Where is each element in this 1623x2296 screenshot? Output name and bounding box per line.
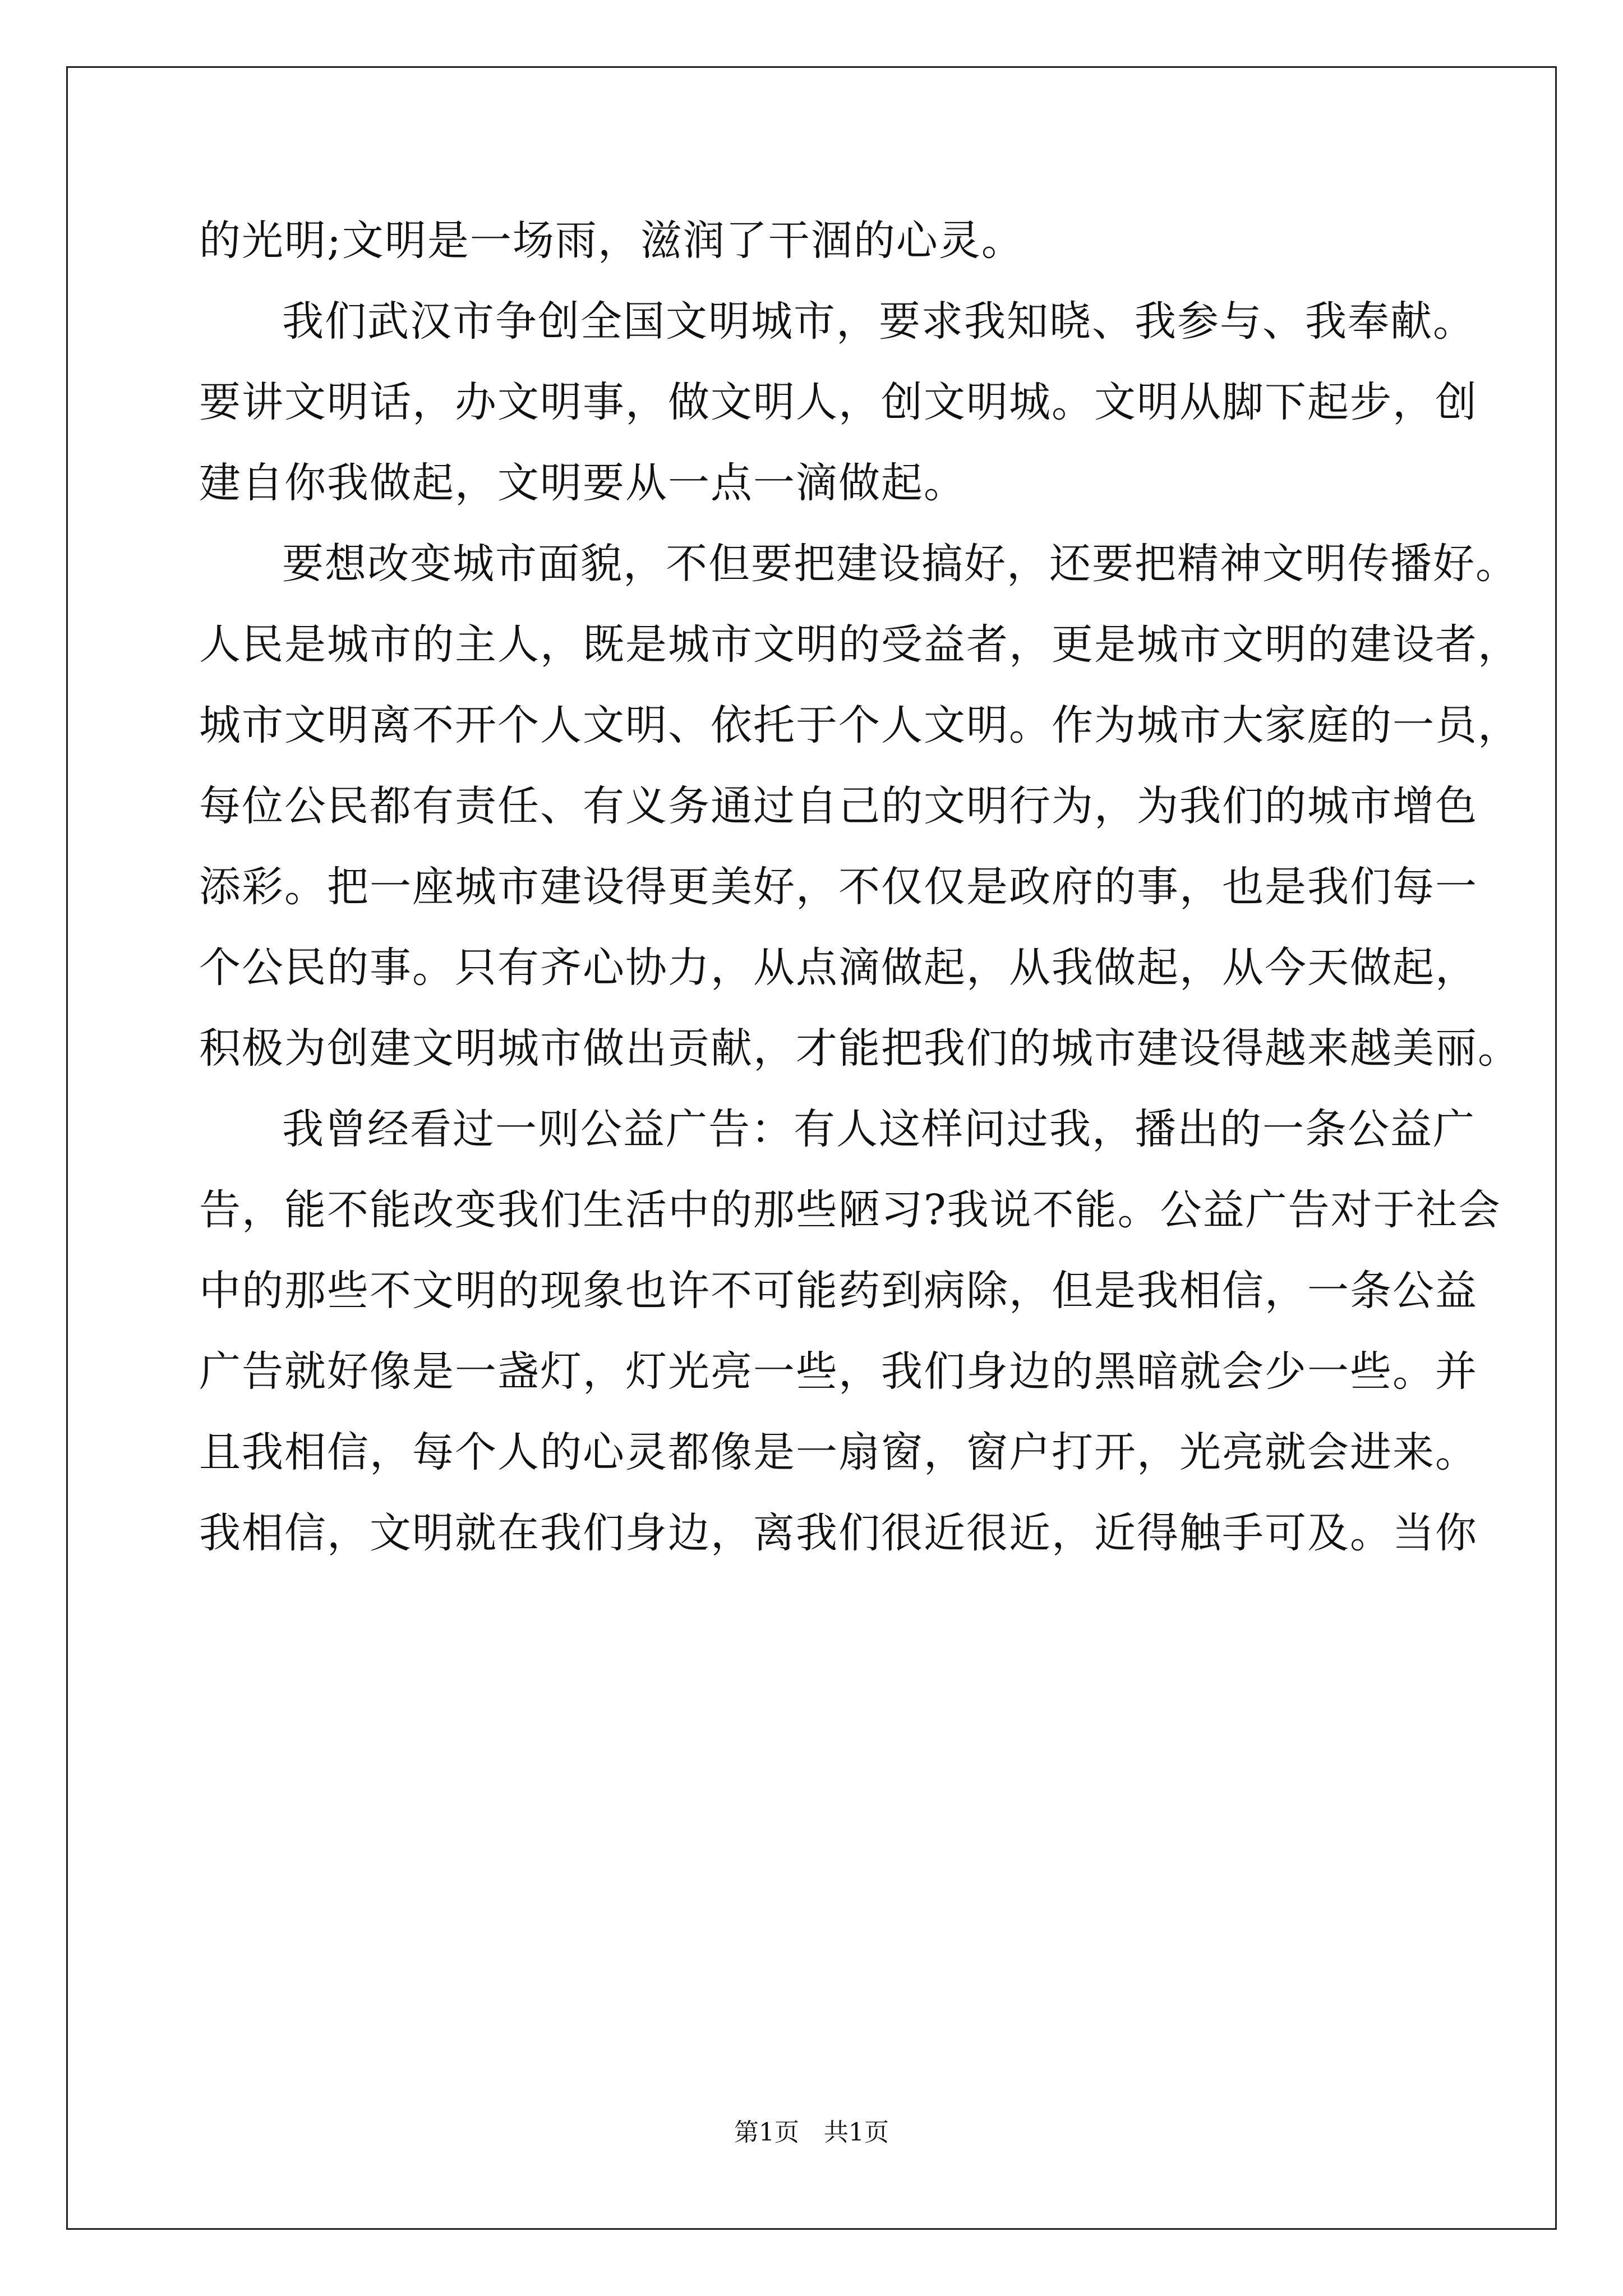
text-line: 我相信，文明就在我们身边，离我们很近很近，近得触手可及。当你 xyxy=(199,1509,1478,1557)
text-line: 的光明;文明是一场雨，滋润了干涸的心灵。 xyxy=(199,217,1024,265)
text-line: 城市文明离不开个人文明、依托于个人文明。作为城市大家庭的一员， xyxy=(199,701,1520,749)
text-line: 且我相信，每个人的心灵都像是一扇窗，窗户打开，光亮就会进来。 xyxy=(199,1428,1478,1476)
text-line: 广告就好像是一盏灯，灯光亮一些，我们身边的黑暗就会少一些。并 xyxy=(199,1347,1478,1396)
paragraph-first-line: 要想改变城市面貌，不但要把建设搞好，还要把精神文明传播好。 xyxy=(282,540,1518,588)
text-line: 要讲文明话，办文明事，做文明人，创文明城。文明从脚下起步，创 xyxy=(199,378,1478,426)
text-line: 告，能不能改变我们生活中的那些陋习?我说不能。公益广告对于社会 xyxy=(199,1186,1501,1234)
text-line: 建自你我做起，文明要从一点一滴做起。 xyxy=(199,459,966,507)
paragraph-first-line: 我曾经看过一则公益广告：有人这样问过我，播出的一条公益广 xyxy=(282,1105,1476,1153)
text-line: 每位公民都有责任、有义务通过自己的文明行为，为我们的城市增色 xyxy=(199,782,1478,830)
text-line: 积极为创建文明城市做出贡献，才能把我们的城市建设得越来越美丽。 xyxy=(199,1024,1520,1073)
text-line: 个公民的事。只有齐心协力，从点滴做起，从我做起，从今天做起， xyxy=(199,944,1478,992)
page-number: 第1页 共1页 xyxy=(734,2118,889,2147)
text-line: 中的那些不文明的现象也许不可能药到病除，但是我相信，一条公益 xyxy=(199,1267,1478,1315)
text-line: 人民是城市的主人，既是城市文明的受益者，更是城市文明的建设者， xyxy=(199,620,1520,669)
paragraph-first-line: 我们武汉市争创全国文明城市，要求我知晓、我参与、我奉献。 xyxy=(282,297,1476,346)
text-line: 添彩。把一座城市建设得更美好，不仅仅是政府的事，也是我们每一 xyxy=(199,863,1478,911)
